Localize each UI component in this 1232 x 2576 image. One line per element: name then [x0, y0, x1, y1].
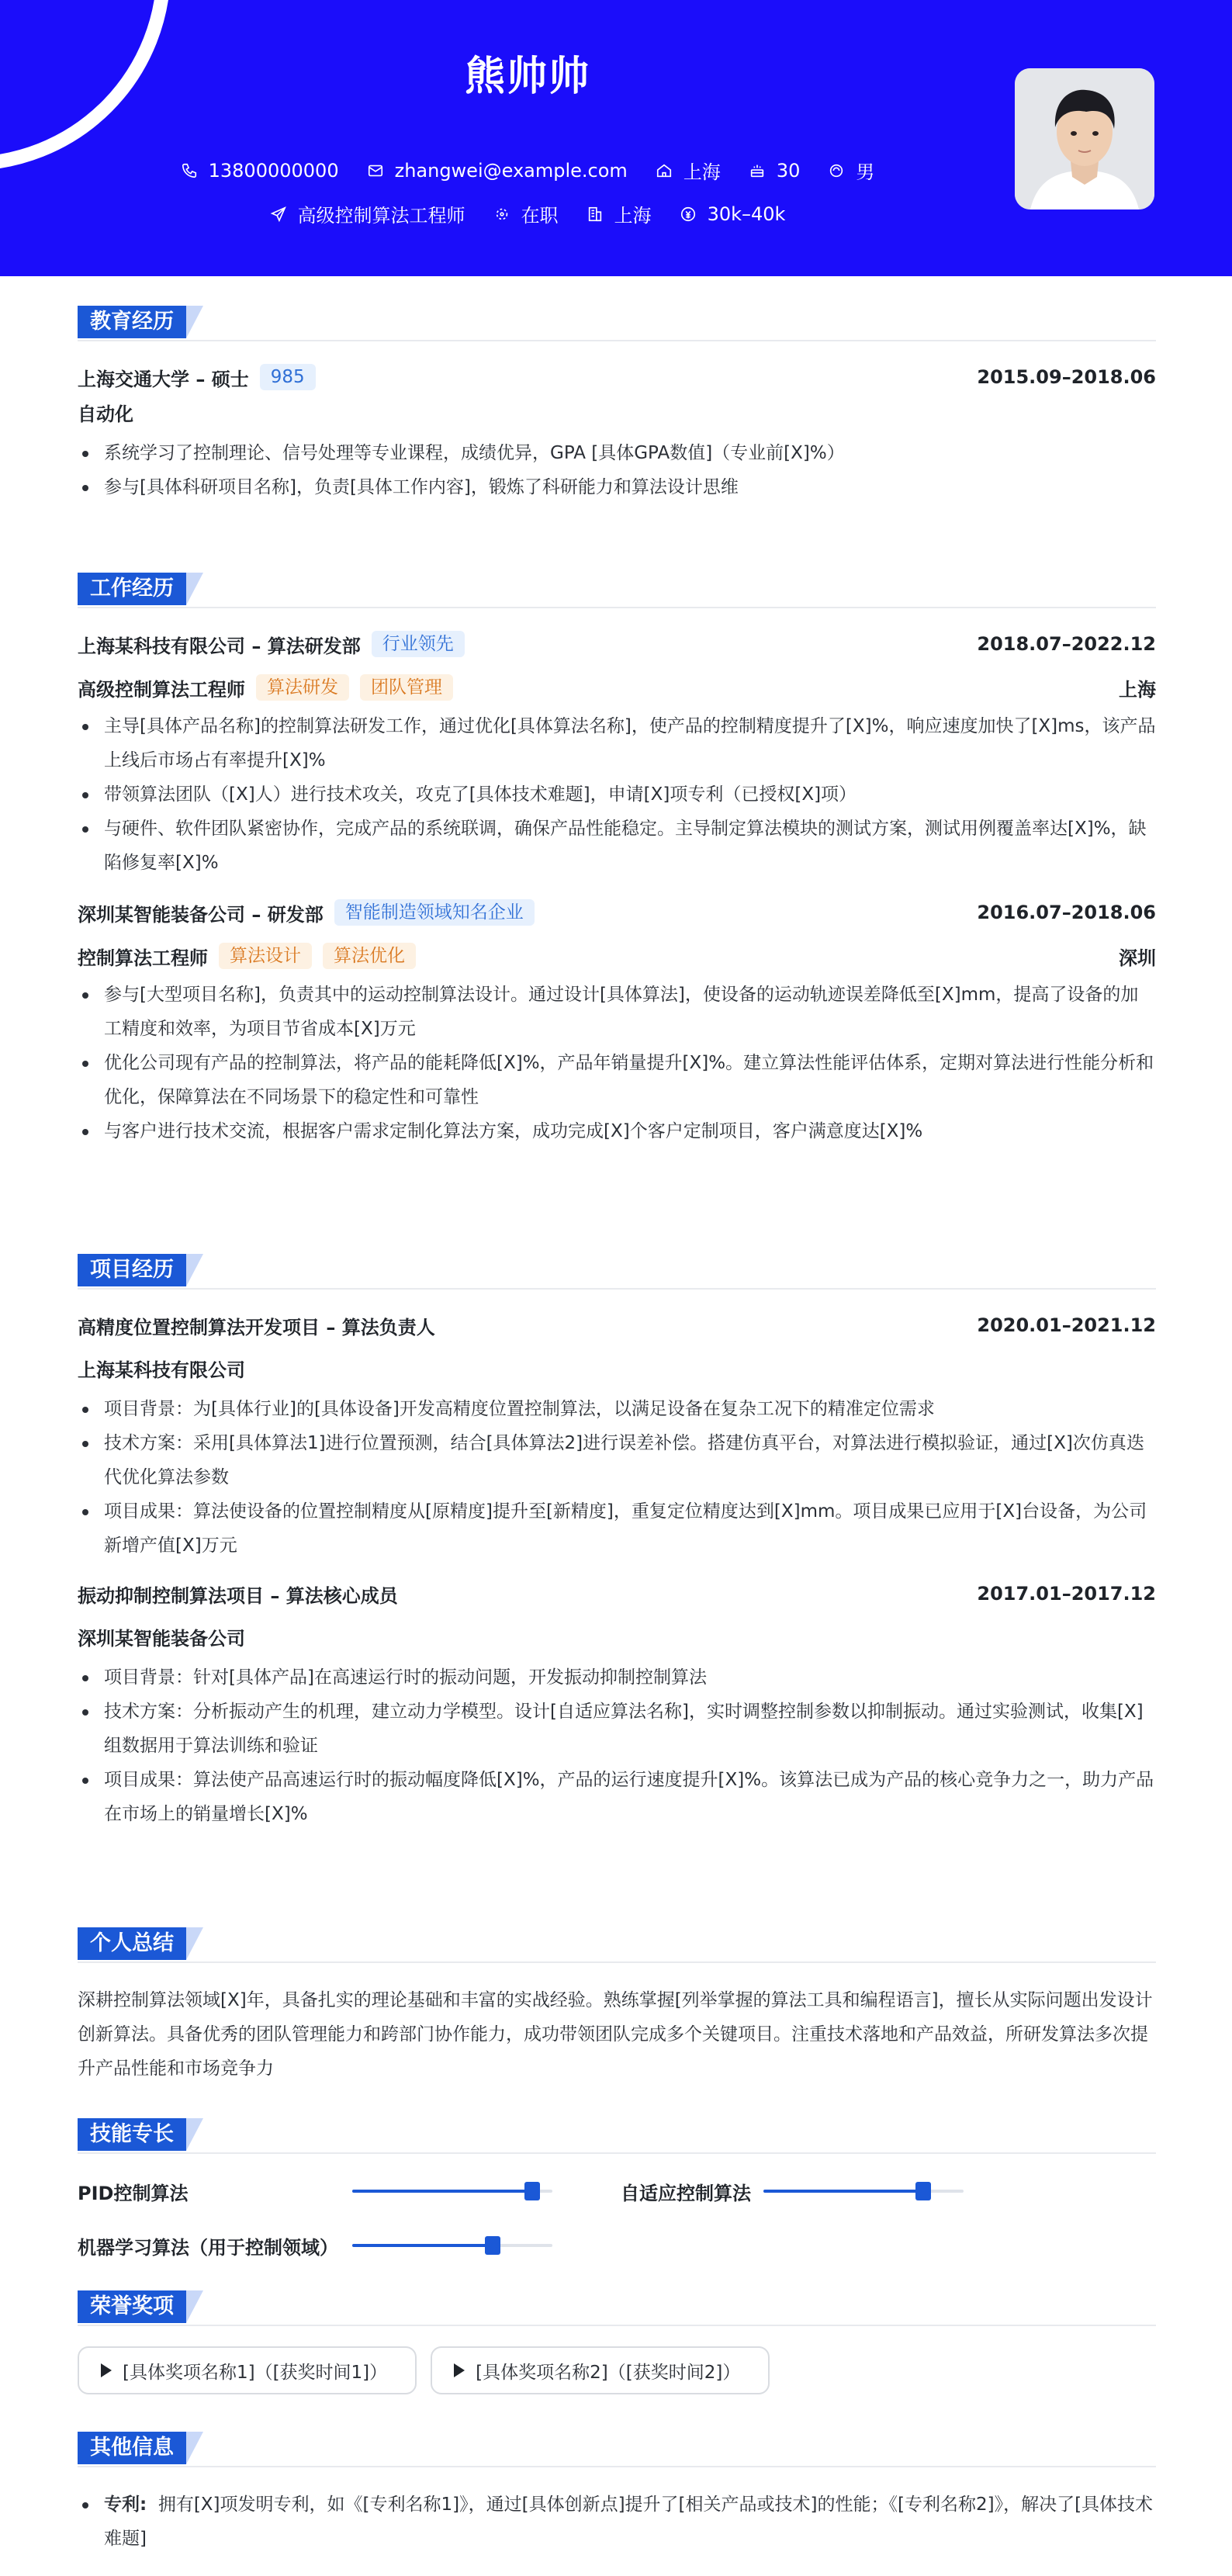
list-item: 与客户进行技术交流，根据客户需求定制化算法方案，成功完成[X]个客户定制项目，客户满意度达[X]% [78, 1114, 1156, 1148]
candidate-name: 熊帅帅 [464, 54, 590, 100]
triangle-right-icon [454, 2363, 465, 2377]
education-header [78, 303, 1156, 341]
list-item: 参与[大型项目名称]，负责其中的运动控制算法设计。通过设计[具体算法]，使设备的运动轨迹误差降低至[X]mm，提高了设备的加工精度和效率，为项目节省成本[X]万元 [78, 978, 1156, 1046]
skill-name: 自适应控制算法 [621, 2182, 751, 2204]
list-item: 与硬件、软件团队紧密协作，完成产品的系统联调，确保产品性能稳定。主导制定算法模块的测试方案，测试用例覆盖率达[X]%，缺陷修复率[X]% [78, 812, 1156, 880]
education-row [78, 362, 1156, 393]
projects-section [78, 1251, 1156, 1831]
job-city: 深圳 [1119, 947, 1156, 969]
summary-text: 深耕控制算法领域[X]年，具备扎实的理论基础和丰富的实战经验。熟练掌握[列举掌握的算法工具和编程语言]，擅长从实际问题出发设计创新算法。具备优秀的团队管理能力和跨部门协作能力，成功带领团队完成多个关键项目。注重技术落地和产品效益，所研发算法多次提升产品性能和市场竞争力 [78, 1990, 1153, 2079]
education-period: 2015.09–2018.06 [977, 366, 1156, 388]
summary-header [78, 1924, 1156, 1963]
work-header [78, 570, 1156, 608]
award-item [78, 2346, 417, 2394]
education-section [78, 303, 1156, 504]
project-name: 高精度位置控制算法开发项目 – 算法负责人 [78, 1316, 435, 1338]
patent-text: 拥有[X]项发明专利，如《[专利名称1]》，通过[具体创新点]提升了[相关产品或技术]的性能；《[专利名称2]》，解决了[具体技术难题] [104, 2495, 1154, 2549]
list-item [78, 2488, 1156, 2556]
other-title: 其他信息 [78, 2432, 186, 2464]
phone-icon [181, 162, 198, 179]
job-entry [78, 897, 1156, 1148]
age-text: 30 [776, 159, 801, 182]
school-tag: 985 [260, 364, 316, 390]
other-header [78, 2429, 1156, 2467]
work-title: 工作经历 [78, 573, 186, 605]
send-icon [270, 206, 287, 223]
skill-name: 机器学习算法（用于控制领域） [78, 2236, 338, 2259]
contact-row [0, 157, 1055, 184]
awards-list [78, 2346, 1156, 2394]
awards-title: 荣誉奖项 [78, 2290, 186, 2323]
skill-knob [524, 2182, 540, 2200]
triangle-right-icon [101, 2363, 112, 2377]
company-tag: 智能制造领域知名企业 [334, 899, 535, 926]
portrait-image [1015, 68, 1154, 209]
list-item: 技术方案：采用[具体算法1]进行位置预测，结合[具体算法2]进行误差补偿。搭建仿真平台，对算法进行模拟验证，通过[X]次仿真迭代优化算法参数 [78, 1426, 1156, 1494]
email-text: zhangwei@example.com [394, 159, 628, 182]
resume-header [0, 0, 1232, 276]
skill-name: PID控制算法 [78, 2182, 189, 2204]
list-item: 项目背景：为[具体行业]的[具体设备]开发高精度位置控制算法，以满足设备在复杂工况下的精准定位需求 [78, 1392, 1156, 1426]
skill-fill [352, 2190, 532, 2193]
work-section [78, 570, 1156, 1148]
skill-knob [915, 2182, 931, 2200]
role-tag: 算法设计 [219, 943, 312, 969]
job-role: 高级控制算法工程师 [78, 678, 245, 701]
age-info [749, 160, 801, 182]
building-icon [587, 206, 604, 223]
city-text: 上海 [614, 205, 652, 227]
skill-bar [352, 2244, 552, 2247]
job-bullets [78, 978, 1156, 1148]
list-item: 带领算法团队（[X]人）进行技术攻关，攻克了[具体技术难题]，申请[X]项专利（已授权[X]项） [78, 777, 1156, 812]
list-item: 参与[具体科研项目名称]，负责[具体工作内容]，锻炼了科研能力和算法设计思维 [78, 470, 1156, 504]
status-info [493, 200, 559, 227]
skill-knob [485, 2236, 500, 2255]
awards-section [78, 2287, 1156, 2394]
city-info [587, 200, 652, 227]
skill-bar [352, 2190, 552, 2193]
job-intent-row [0, 200, 1055, 227]
phone-info [181, 160, 339, 182]
projects-title: 项目经历 [78, 1254, 186, 1286]
project-bullets [78, 1392, 1156, 1563]
skill-fill [763, 2190, 923, 2193]
position-info [270, 200, 465, 227]
skill-item [621, 2174, 1156, 2208]
status-icon [493, 206, 510, 223]
skill-fill [352, 2244, 493, 2247]
avatar [1015, 68, 1154, 209]
job-role: 控制算法工程师 [78, 947, 208, 969]
location-text: 上海 [683, 161, 721, 183]
list-item: 主导[具体产品名称]的控制算法研发工作，通过优化[具体算法名称]，使产品的控制精度提升了[X]%，响应速度加快了[X]ms，该产品上线后市场占有率提升[X]% [78, 709, 1156, 777]
email-info [367, 160, 628, 182]
skills-title: 技能专长 [78, 2118, 186, 2151]
award-text: [具体奖项名称2]（[获奖时间2]） [476, 2362, 741, 2383]
role-tag: 算法研发 [256, 674, 349, 701]
project-entry [78, 1578, 1156, 1831]
money-icon [680, 206, 697, 223]
education-bullets [78, 436, 1156, 504]
skills-header [78, 2115, 1156, 2154]
summary-title: 个人总结 [78, 1927, 186, 1960]
project-entry [78, 1310, 1156, 1563]
salary-info [680, 203, 786, 225]
other-section [78, 2429, 1156, 2556]
project-period: 2017.01–2017.12 [977, 1583, 1156, 1605]
project-period: 2020.01–2021.12 [977, 1314, 1156, 1336]
job-entry [78, 628, 1156, 880]
phone-text: 13800000000 [208, 159, 339, 182]
list-item: 项目成果：算法使设备的位置控制精度从[原精度]提升至[新精度]，重复定位精度达到[X]mm。项目成果已应用于[X]台设备，为公司新增产值[X]万元 [78, 1494, 1156, 1563]
company-name: 深圳某智能装备公司 – 研发部 [78, 903, 324, 926]
project-bullets [78, 1660, 1156, 1831]
award-item [431, 2346, 770, 2394]
patent-label: 专利: [104, 2495, 147, 2515]
gender-icon [828, 162, 845, 179]
salary-text: 30k–40k [707, 203, 786, 225]
job-period: 2016.07–2018.06 [977, 902, 1156, 923]
award-text: [具体奖项名称1]（[获奖时间1]） [123, 2362, 388, 2383]
project-company: 上海某科技有限公司 [78, 1359, 245, 1381]
company-name: 上海某科技有限公司 – 算法研发部 [78, 635, 361, 657]
other-bullets [78, 2488, 1156, 2556]
mail-icon [367, 162, 384, 179]
projects-header [78, 1251, 1156, 1290]
cake-icon [749, 162, 766, 179]
role-tag: 团队管理 [360, 674, 453, 701]
company-tag: 行业领先 [372, 631, 465, 657]
gender-text: 男 [856, 161, 875, 183]
list-item: 项目背景：针对[具体产品]在高速运行时的振动问题，开发振动抑制控制算法 [78, 1660, 1156, 1695]
skill-item [78, 2174, 621, 2208]
school-name: 上海交通大学 – 硕士 [78, 368, 249, 390]
job-city: 上海 [1119, 678, 1156, 701]
list-item: 技术方案：分析振动产生的机理，建立动力学模型。设计[自适应算法名称]，实时调整控制参数以抑制振动。通过实验测试，收集[X]组数据用于算法训练和验证 [78, 1695, 1156, 1763]
skills-section [78, 2115, 1156, 2263]
awards-header [78, 2287, 1156, 2326]
position-text: 高级控制算法工程师 [297, 205, 465, 227]
list-item: 优化公司现有产品的控制算法，将产品的能耗降低[X]%，产品年销量提升[X]%。建立算法性能评估体系，定期对算法进行性能分析和优化，保障算法在不同场景下的稳定性和可靠性 [78, 1046, 1156, 1114]
project-company: 深圳某智能装备公司 [78, 1628, 245, 1650]
education-title: 教育经历 [78, 306, 186, 338]
list-item: 项目成果：算法使产品高速运行时的振动幅度降低[X]%，产品的运行速度提升[X]%。该算法已成为产品的核心竞争力之一，助力产品在市场上的销量增长[X]% [78, 1763, 1156, 1831]
skill-item [78, 2228, 621, 2263]
home-icon [656, 162, 673, 179]
skills-grid [78, 2174, 1156, 2263]
summary-section [78, 1924, 1156, 2086]
skill-bar [763, 2190, 964, 2193]
job-period: 2018.07–2022.12 [977, 633, 1156, 655]
project-name: 振动抑制控制算法项目 – 算法核心成员 [78, 1584, 398, 1607]
gender-info [828, 157, 874, 184]
location-info [656, 157, 721, 184]
job-bullets [78, 709, 1156, 880]
status-text: 在职 [521, 205, 559, 227]
education-major: 自动化 [78, 403, 133, 425]
list-item: 系统学习了控制理论、信号处理等专业课程，成绩优异，GPA [具体GPA数值]（专业前[X]%） [78, 436, 1156, 470]
role-tag: 算法优化 [323, 943, 416, 969]
